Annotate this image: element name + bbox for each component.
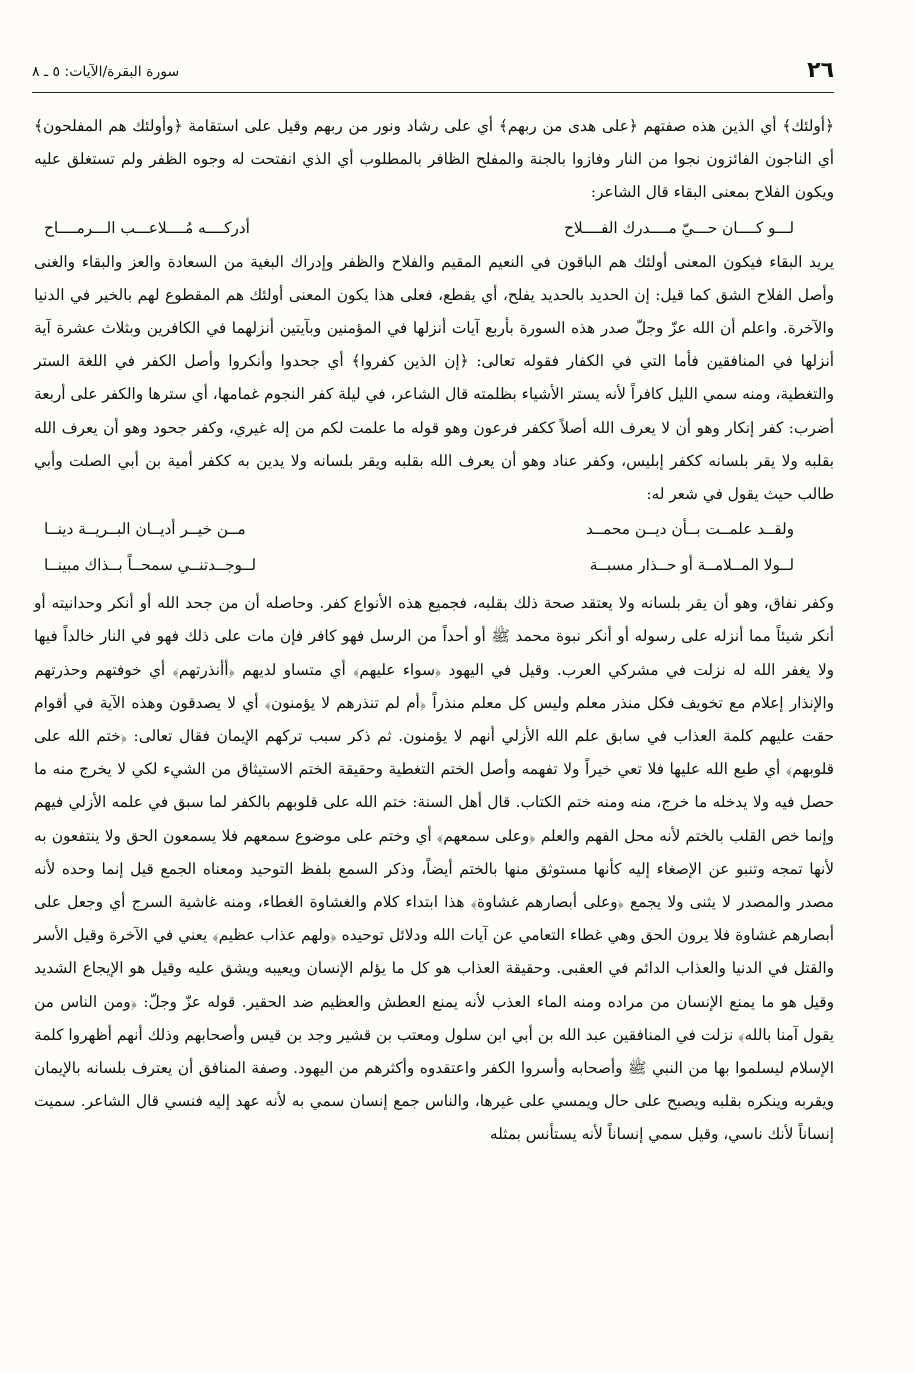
paragraph-3: وكفر نفاق، وهو أن يقر بلسانه ولا يعتقد صحة ذلك بقلبه، فجميع هذه الأنواع كفر. وحاصله أن من جحد الله أو أنكر وحدانيته أو أنكر شيئاً مما أنزله على رسوله أو أنكر نبوة محمد ﷺ أو أحداً من الرسل فهو كافر فإن مات على ذلك فهو في النار خالداً فيها ولا يغفر الله له نزلت في مشركي العرب. وقيل في اليهود ﴿سواء عليهم﴾ أي متساو لديهم ﴿أأنذرتهم﴾ أي خوفتهم وحذرتهم والإنذار إعلام مع تخويف فكل منذر معلم وليس كل معلم منذراً ﴿أم لم تنذرهم لا يؤمنون﴾ أي لا يصدقون وهذه الآية في أقوام حقت عليهم كلمة العذاب في سابق علم الله الأزلي أنهم لا يؤمنون. ثم ذكر سبب تركهم الإيمان فقال تعالى: ﴿ختم الله على قلوبهم﴾ أي طبع الله عليها فلا تعي خيراً ولا تفهمه وأصل الختم التغطية وحقيقة الختم الاستيثاق من الشيء لكي لا يخرج منه ما حصل فيه ولا يدخله ما خرج، منه ومنه ختم الكتاب. قال أهل السنة: ختم الله على قلوبهم بالكفر لما سبق في علمه الأزلي فيهم وإنما خص القلب بالختم لأنه محل الفهم والعلم ﴿وعلى سمعهم﴾ أي وختم على موضوع سمعهم فلا يسمعون الحق ولا ينتفعون به لأنها تمجه وتنبو عن الإصغاء إليه كأنها مستوثق منها بالختم أيضاً، وذكر السمع بلفظ التوحيد ومعناه الجمع قيل إنما وحده لأنه مصدر والمصدر لا يثنى ولا يجمع ﴿وعلى أبصارهم غشاوة﴾ هذا ابتداء كلام والغشاوة الغطاء، ومنه غاشية السرج أي وجعل على أبصارهم غشاوة فلا يرون الحق وهي غطاء التعامي عن آيات الله ودلائل توحيده ﴿ولهم عذاب عظيم﴾ يعني في الآخرة وقيل الأسر والقتل في الدنيا والعذاب الدائم في العقبى. وحقيقة العذاب هو كل ما يؤلم الإنسان ويعيبه ويشق عليه وقيل هو الإيجاع الشديد وقيل هو ما يمنع الإنسان من مراده ومنه الماء العذب لأنه يمنع العطش والعظيم ضد الحقير. قوله عزّ وجلّ: ﴿ومن الناس من يقول آمنا بالله﴾ نزلت في المنافقين عبد الله بن أبي ابن سلول ومعتب بن قشير وجد بن قيس وأصحابهم وذلك أنهم أظهروا كلمة الإسلام ليسلموا بها من النبي ﷺ وأصحابه وأسروا الكفر واعتقدوه وأكثرهم من اليهود. وصفة المنافق أن يعترف بلسانه بالإيمان ويقربه وينكره بقلبه ويصبح على حال ويمسي على غيرها، والناس جمع إنسان سمي به لأنه عهد إليه فنسي قال الشاعر. سميت إنساناً لأنك ناسي، وقيل سمي إنساناً لأنه يستأنس بمثله [34, 594, 834, 1144]
paragraph-1: ﴿أولئك﴾ أي الذين هذه صفتهم ﴿على هدى من ربهم﴾ أي على رشاد ونور من ربهم وقيل على استقامة ﴿وأولئك هم المفلحون﴾ أي الناجون الفائزون نجوا من النار وفازوا بالجنة والمفلح الظافر بالمطلوب أي الذي انفتحت له وجوه الظفر ولم تستغلق عليه ويكون الفلاح بمعنى البقاء قال الشاعر: [34, 117, 834, 202]
verse-2-hemistich-left: مــن خيــر أديــان البــريــة دينــا [44, 520, 246, 539]
verse-1-hemistich-left: أدركــــه مُــــلاعـــب الـــرمــــاح [44, 218, 250, 237]
verse-3-hemistich-left: لــوجــدتنــي سمحــاً بــذاك مبينــا [44, 556, 257, 575]
verse-line-2 [34, 511, 834, 547]
paragraph-2: يريد البقاء فيكون المعنى أولئك هم الباقون في النعيم المقيم والفلاح والظفر وإدراك البغية من السعادة والعز والبقاء والغنى وأصل الفلاح الشق كما قيل: إن الحديد بالحديد يفلح، أي يقطع، فعلى هذا يكون المعنى أولئك هم المقطوع لهم بالخير في الدنيا والآخرة. واعلم أن الله عزّ وجلّ صدر هذه السورة بأربع آيات أنزلها في المؤمنين وبآيتين أنزلهما في الكافرين وبثلاث عشرة آية أنزلها في المنافقين فأما التي في الكفار فقوله تعالى: ﴿إن الذين كفروا﴾ أي جحدوا وأنكروا وأصل الكفر في اللغة الستر والتغطية، ومنه سمي الليل كافراً لأنه يستر الأشياء بظلمته قال الشاعر، في ليلة كفر النجوم غمامها، أي سترها والكفر على أربعة أضرب: كفر إنكار وهو أن لا يعرف الله أصلاً ككفر فرعون وهو قوله ما علمت لكم من إله غيري، وكفر جحود وهو أن يعرف الله بقلبه ولا يقر بلسانه ككفر إبليس، وكفر عناد وهو أن يعرف الله بقلبه ويقر بلسانه ولا يدين به ككفر أمية بن أبي الصلت وأبي طالب حيث يقول في شعر له: [34, 252, 834, 504]
running-title: سورة البقرة/الآيات: ٥ ـ ٨ [32, 64, 180, 80]
verse-1-hemistich-right: لـــو كــــان حـــيّ مــــدرك الفــــلاح [564, 218, 794, 237]
verse-2-hemistich-right: ولقــد علمــت بــأن ديــن محمــد [586, 520, 794, 539]
page-header [32, 58, 834, 93]
page-body [34, 110, 834, 1152]
verse-3-hemistich-right: لــولا المــلامــة أو حــذار مسبــة [589, 556, 794, 575]
verse-line-3 [34, 547, 834, 583]
page-number: ٢٦ [807, 58, 834, 83]
verse-line-1 [34, 210, 834, 246]
